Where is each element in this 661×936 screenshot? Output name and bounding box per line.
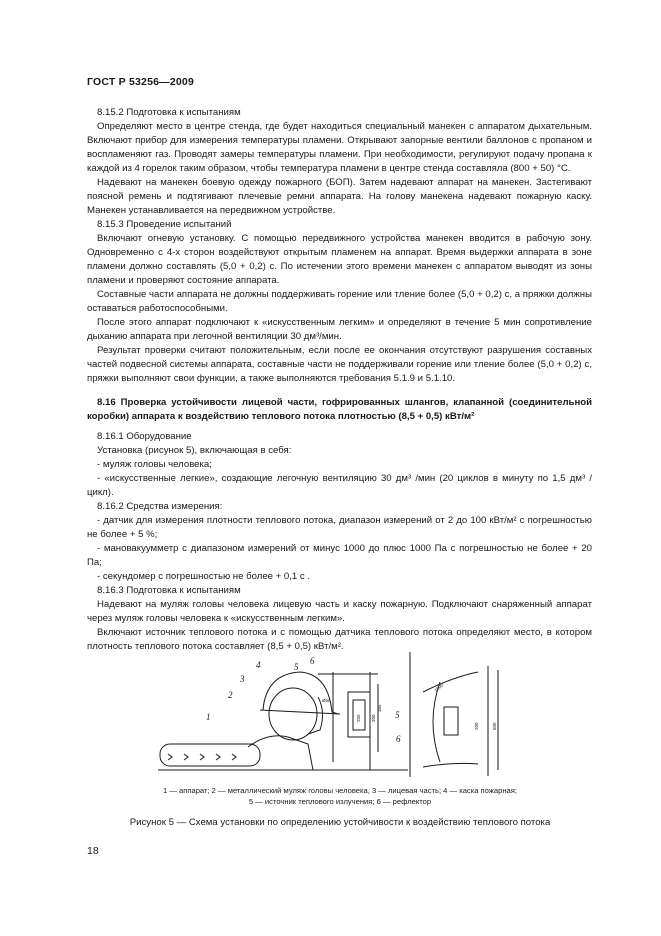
label-4: 4 (256, 660, 261, 670)
apparatus-hatching (168, 754, 236, 760)
dim-200: 200 (474, 722, 479, 730)
reflector-curve (433, 682, 440, 762)
label-5-side: 5 (395, 710, 400, 720)
hose-line (248, 736, 313, 770)
subsection-heading: 8.16.1 Оборудование (97, 431, 192, 442)
dim-385: 385 (377, 704, 382, 712)
dim-250: 250 (356, 714, 361, 722)
list-item: - датчик для измерения плотности теплового потока, диапазон измерений от 2 до 100 кВт/м² с погрешностью не более + 5 %; (87, 515, 592, 540)
reflector-arc-bottom (423, 763, 478, 767)
heat-source-side (444, 707, 458, 735)
label-6: 6 (310, 656, 315, 666)
section-title: 8.16 Проверка устойчивости лицевой части, гофрированных шлангов, клапанной (соединительной коробки) аппарата к воздействию теплового потока плотностью (8,5 + 0,5) кВт/м² (87, 397, 592, 422)
dim-1000: 1000 (433, 682, 445, 693)
reflector-arc-top (423, 672, 478, 692)
list-item: - секундомер с погрешностью не более + 0,1 с . (97, 571, 311, 582)
subsection-heading: 8.15.3 Проведение испытаний (97, 219, 232, 230)
label-2: 2 (228, 690, 233, 700)
figure-legend (100, 785, 580, 807)
paragraph: Надевают на манекен боевую одежду пожарного (БОП). Затем надевают аппарат на манекен. Застегивают поясной ремень и подтягивают плечевые ремни аппарата. На голову манекена надевают пожарную каску. Манекен устанавливается на передвижном устройстве. (87, 177, 592, 216)
helmet-outline (263, 672, 338, 714)
paragraph: Составные части аппарата не должны поддерживать горение или тление более (5,0 + 0,2) с, а пряжки должны оставаться работоспособными. (87, 289, 592, 314)
paragraph: После этого аппарат подключают к «искусственным легким» и определяют в течение 5 мин сопротивление дыханию аппарата при легочной вентиляции 30 дм³/мин. (87, 317, 592, 342)
list-item: - муляж головы человека; (97, 459, 212, 470)
paragraph: Включают огневую установку. С помощью передвижного устройства манекен вводится в рабочую зону. Одновременно с 4-х сторон воздействуют открытым пламенем на аппарат. Время выдержки аппарата в зоне пламени должно составлять (5,0 + 0,2) с. По истечении этого времени манекен с аппаратом выводят из зоны пламени и проверяют состояние аппарата. (87, 233, 592, 286)
head-dummy (269, 688, 317, 740)
paragraph: Установка (рисунок 5), включающая в себя: (97, 445, 292, 456)
paragraph: Надевают на муляж головы человека лицевую часть и каску пожарную. Подключают снаряженный аппарат через муляж головы человека к «искусственным легким». (87, 599, 592, 624)
main-content (87, 106, 592, 654)
document-header: ГОСТ Р 53256—2009 (87, 76, 195, 88)
setup-diagram (148, 652, 528, 784)
paragraph: Определяют место в центре стенда, где будет находиться специальный манекен с аппаратом дыхательным. Включают прибор для измерения температуры пламени. Открывают запорные вентили баллонов с пропаном и воспламеняют газ. Проводят замеры температуры пламени. При необходимости, регулируют подачу пропана к каждой из 4 горелок таким образом, чтобы температура пламени в центре стенда составляла (800 + 50) °С. (87, 121, 592, 174)
dim-300: 300 (371, 714, 376, 722)
label-1: 1 (206, 712, 211, 722)
list-item: - мановакуумметр с диапазоном измерений от минус 1000 до плюс 1000 Па с погрешностью не более + 20 Па; (87, 543, 592, 568)
legend-line: 5 — источник теплового излучения; 6 — рефлектор (248, 797, 432, 806)
subsection-heading: 8.16.2 Средства измерения: (97, 501, 223, 512)
label-5: 5 (294, 662, 299, 672)
page-number: 18 (87, 845, 99, 857)
paragraph: Включают источник теплового потока и с помощью датчика теплового потока определяют место, в котором плотность теплового потока составляет (8,5 + 0,5) кВт/м². (87, 627, 592, 652)
dim-600: 600 (492, 722, 497, 730)
paragraph: Результат проверки считают положительным, если после ее окончания отсутствуют разрушения составных частей подвесной системы аппарата, составные части не поддерживали горение или тление более (5,0 + 0,2) с, пряжки выполняют свои функции, а также выполняются требования 5.1.9 и 5.1.10. (87, 345, 592, 384)
legend-line: 1 — аппарат; 2 — металлический муляж головы человека, 3 — лицевая часть; 4 — каска пожарная; (163, 786, 517, 795)
helmet-brim (260, 710, 340, 714)
apparatus-body (160, 744, 260, 766)
figure-caption: Рисунок 5 — Схема установки по определению устойчивости к воздействию теплового потока (129, 817, 551, 828)
list-item: - «искусственные легкие», создающие легочную вентиляцию 30 дм³ /мин (20 циклов в минуту по 1,5 дм³ /цикл). (87, 473, 592, 498)
subsection-heading: 8.16.3 Подготовка к испытаниям (97, 585, 241, 596)
label-3: 3 (240, 674, 245, 684)
dim-d50: Ø50 (322, 698, 331, 703)
subsection-heading: 8.15.2 Подготовка к испытаниям (97, 107, 241, 118)
label-6-side: 6 (396, 734, 401, 744)
face-mask (308, 697, 323, 734)
